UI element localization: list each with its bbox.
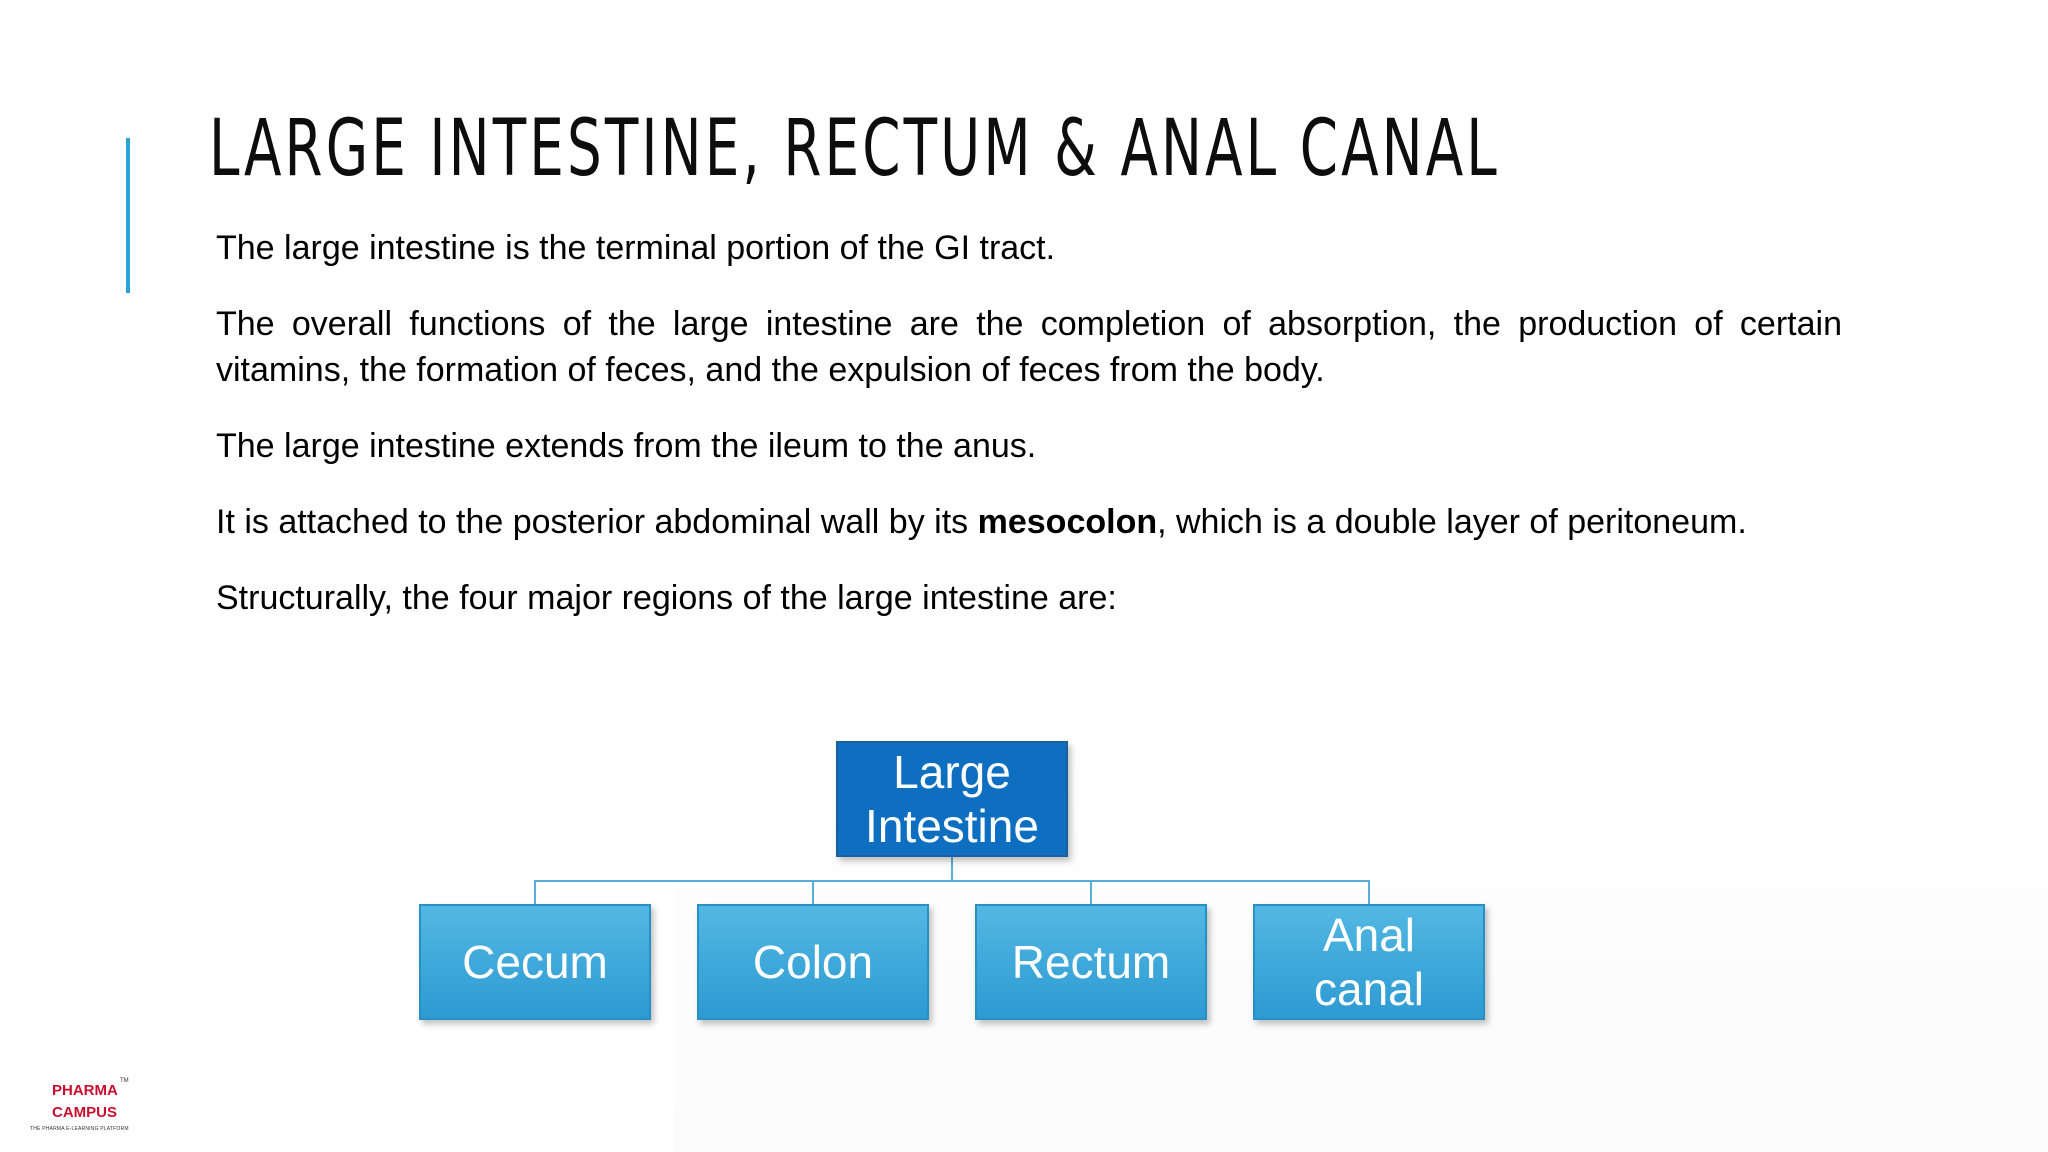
diagram-node-anal-canal: Anal canal — [1253, 904, 1485, 1020]
mesocolon-term: mesocolon — [977, 503, 1158, 541]
connector-rectum — [1090, 880, 1092, 904]
connector-horizontal — [534, 880, 1370, 882]
logo-line-2: CAMPUS — [52, 1104, 118, 1121]
paragraph-4-text-b: , which is a double layer of peritoneum. — [1157, 503, 1747, 541]
pharma-campus-logo — [22, 1072, 152, 1134]
logo-trademark: TM — [120, 1078, 129, 1084]
connector-cecum — [534, 880, 536, 904]
diagram-node-large-intestine: Large Intestine — [836, 741, 1068, 857]
slide-body — [216, 225, 1842, 651]
logo-tagline: THE PHARMA E-LEARNING PLATFORM — [30, 1126, 129, 1132]
logo-line-1: PHARMA — [52, 1082, 118, 1099]
paragraph-4 — [216, 499, 1842, 545]
paragraph-2: The overall functions of the large intestine are the completion of absorption, the production of certain vitamins, the formation of feces, and the expulsion of feces from the body. — [216, 305, 1842, 389]
slide-title: LARGE INTESTINE, RECTUM & ANAL CANAL — [209, 104, 1500, 194]
connector-colon — [812, 880, 814, 904]
title-accent-bar — [126, 138, 130, 293]
diagram-node-cecum: Cecum — [419, 904, 651, 1020]
paragraph-4-text-a: It is attached to the posterior abdominal wall by its — [216, 503, 978, 541]
connector-root-stem — [951, 857, 953, 881]
diagram-node-rectum: Rectum — [975, 904, 1207, 1020]
paragraph-1: The large intestine is the terminal portion of the GI tract. — [216, 229, 1056, 267]
diagram-node-colon: Colon — [697, 904, 929, 1020]
paragraph-5: Structurally, the four major regions of the large intestine are: — [216, 579, 1117, 617]
connector-anal-canal — [1368, 880, 1370, 904]
paragraph-3: The large intestine extends from the ileum to the anus. — [216, 427, 1037, 465]
